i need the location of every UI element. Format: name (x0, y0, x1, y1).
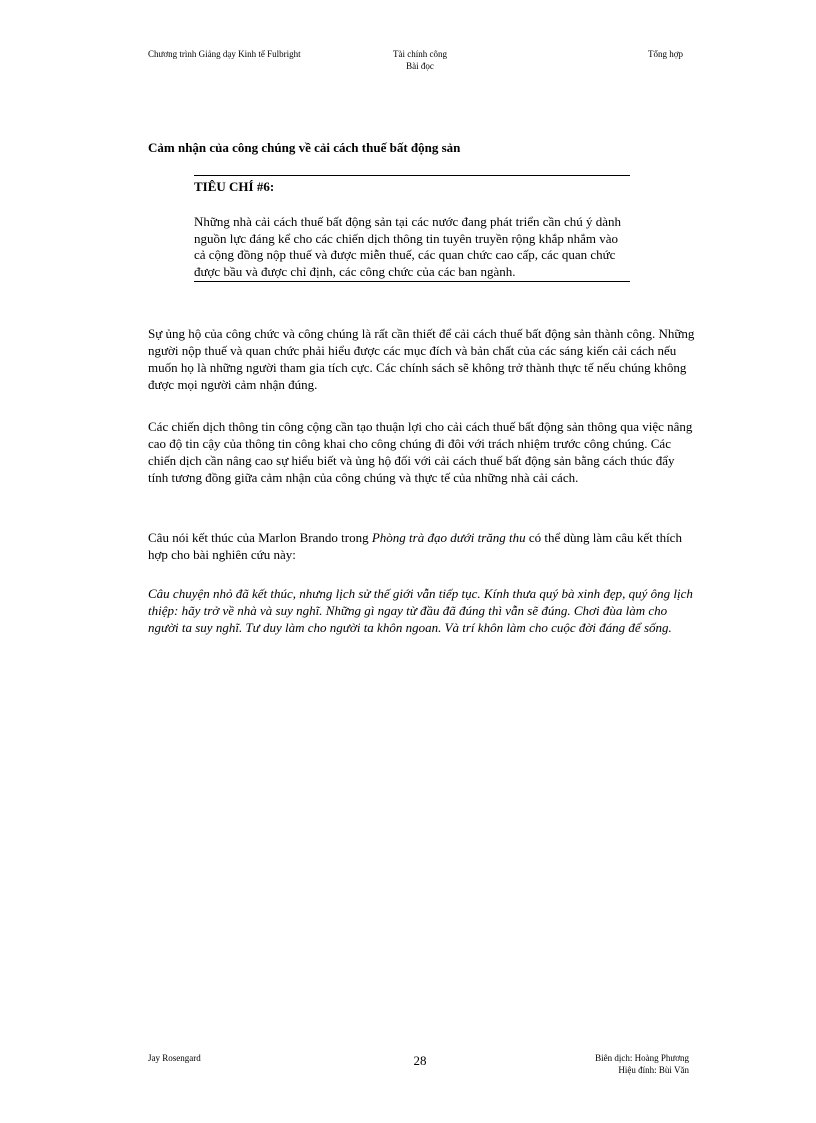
paragraph-3-lead: Câu nói kết thúc của Marlon Brando trong (148, 530, 372, 545)
criteria-heading: TIÊU CHÍ #6: (194, 179, 275, 194)
paragraph-2: Các chiến dịch thông tin công cộng cần tạo thuận lợi cho cải cách thuế bất động sản thông qua việc nâng cao độ tin cậy của thông tin công khai cho công chúng đi đôi với trách nhiệm trước công chúng. Các chiến dịch cần nâng cao sự hiểu biết và ủng hộ đối với cải cách thuế bất động sản bằng cách thúc đẩy tính tương đồng giữa cảm nhận của công chúng và thực tế của những nhà cải cách. (148, 419, 693, 485)
footer-editor: Hiệu đính: Bùi Văn (618, 1065, 689, 1075)
page-number: 28 (413, 1053, 427, 1068)
paragraph-3-tail: có thể dùng làm câu kết thích hợp cho bài nghiên cứu này: (148, 530, 682, 562)
header-subject-title: Tài chính công (393, 49, 447, 59)
footer-credits (520, 1052, 689, 1076)
criteria-body: Những nhà cải cách thuế bất động sản tại các nước đang phát triển cần chú ý dành nguồn lực đáng kể cho các chiến dịch thông tin tuyên truyền rộng khắp nhắm vào cả cộng đồng nộp thuế và được miễn thuế, các quan chức cao cấp, các quan chức được bầu và được chỉ định, các công chức của các ban ngành. (194, 214, 622, 279)
criteria-box (194, 175, 630, 282)
header-subject-type: Bài đọc (406, 61, 434, 71)
paragraph-1: Sự ủng hộ của công chức và công chúng là rất cần thiết để cải cách thuế bất động sản thành công. Những người nộp thuế và quan chức phải hiểu được các mục đích và bản chất của các sáng kiến cải cách nếu muốn họ là những người tham gia tích cực. Các chính sách sẽ không trở thành thực tế nếu chúng không được mọi người cảm nhận đúng. (148, 326, 695, 392)
footer-author: Jay Rosengard (148, 1053, 201, 1063)
header-section: Tổng hợp (647, 49, 683, 59)
header-subject (300, 48, 540, 72)
section-title: Cảm nhận của công chúng về cải cách thuế bất động sản (148, 140, 461, 155)
paragraph-3 (148, 529, 696, 563)
header-course: Chương trình Giảng dạy Kinh tế Fulbright (148, 49, 301, 59)
film-title: Phòng trà đạo dưới trăng thu (371, 530, 526, 545)
footer-translator: Biên dịch: Hoàng Phương (595, 1053, 689, 1063)
quote-paragraph: Câu chuyện nhỏ đã kết thúc, nhưng lịch sử thế giới vẫn tiếp tục. Kính thưa quý bà xinh đẹp, quý ông lịch thiệp: hãy trở về nhà và suy nghĩ. Những gì ngay từ đầu đã đúng thì vẫn sẽ đúng. Chơi đùa làm cho người ta suy nghĩ. Tư duy làm cho người ta khôn ngoan. Và trí khôn làm cho cuộc đời đáng để sống. (148, 586, 693, 635)
